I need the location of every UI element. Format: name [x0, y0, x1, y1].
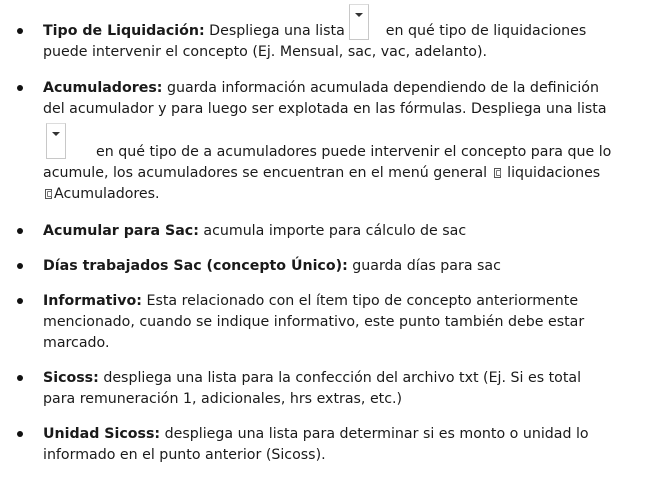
bullet [17, 375, 23, 381]
bullet [17, 228, 23, 234]
item-line: mencionado, cuando se indique informativo, este punto también debe estar [43, 314, 585, 330]
list-item-tipo-liquidacion [43, 21, 643, 63]
item-line: Acumuladores: guarda información acumulada dependiendo de la definición [43, 80, 599, 96]
bullet [17, 263, 23, 269]
item-line: acumule, los acumuladores se encuentran en el menú general liquidaciones [43, 165, 601, 181]
item-term: Unidad Sicoss: [43, 426, 161, 442]
bullet [17, 85, 23, 91]
item-term: Días trabajados Sac (concepto Único): [43, 258, 348, 274]
list-item-informativo [43, 291, 643, 354]
item-line: del acumulador y para luego ser explotada en las fórmulas. Despliega una lista [43, 101, 607, 117]
item-term: Acumular para Sac: [43, 223, 199, 239]
bullet [17, 28, 23, 34]
bullet [17, 431, 23, 437]
menu-arrow-icon [494, 168, 501, 178]
dropdown-icon[interactable] [349, 4, 369, 40]
item-term: Informativo: [43, 293, 142, 309]
menu-arrow-icon [45, 189, 52, 199]
item-line: puede intervenir el concepto (Ej. Mensual, sac, vac, adelanto). [43, 44, 487, 60]
item-line: Tipo de Liquidación: Despliega una lista en qué tipo de liquidaciones [43, 21, 643, 42]
item-term: Sicoss: [43, 370, 99, 386]
item-line: Sicoss: despliega una lista para la confección del archivo txt (Ej. Si es total [43, 370, 582, 386]
item-line: Acumuladores. [43, 184, 643, 205]
item-term: Acumuladores: [43, 80, 163, 96]
item-line: Informativo: Esta relacionado con el ítem tipo de concepto anteriormente [43, 293, 579, 309]
item-line: en qué tipo de a acumuladores puede intervenir el concepto para que lo [96, 144, 612, 160]
list-item-dias-trabajados [43, 256, 643, 277]
item-line: Unidad Sicoss: despliega una lista para determinar si es monto o unidad lo [43, 426, 589, 442]
item-line: informado en el punto anterior (Sicoss). [43, 447, 326, 463]
list-item-acumular-sac [43, 221, 643, 242]
item-line: Días trabajados Sac (concepto Único): guarda días para sac [43, 258, 501, 274]
item-line: para remuneración 1, adicionales, hrs extras, etc.) [43, 391, 403, 407]
list-item-sicoss [43, 368, 643, 410]
item-line: Acumular para Sac: acumula importe para cálculo de sac [43, 223, 467, 239]
list-item-acumuladores [43, 78, 643, 205]
dropdown-icon[interactable] [46, 123, 66, 159]
list-item-unidad-sicoss [43, 424, 643, 466]
bullet [17, 298, 23, 304]
item-line: marcado. [43, 335, 110, 351]
item-term: Tipo de Liquidación: [43, 23, 205, 39]
